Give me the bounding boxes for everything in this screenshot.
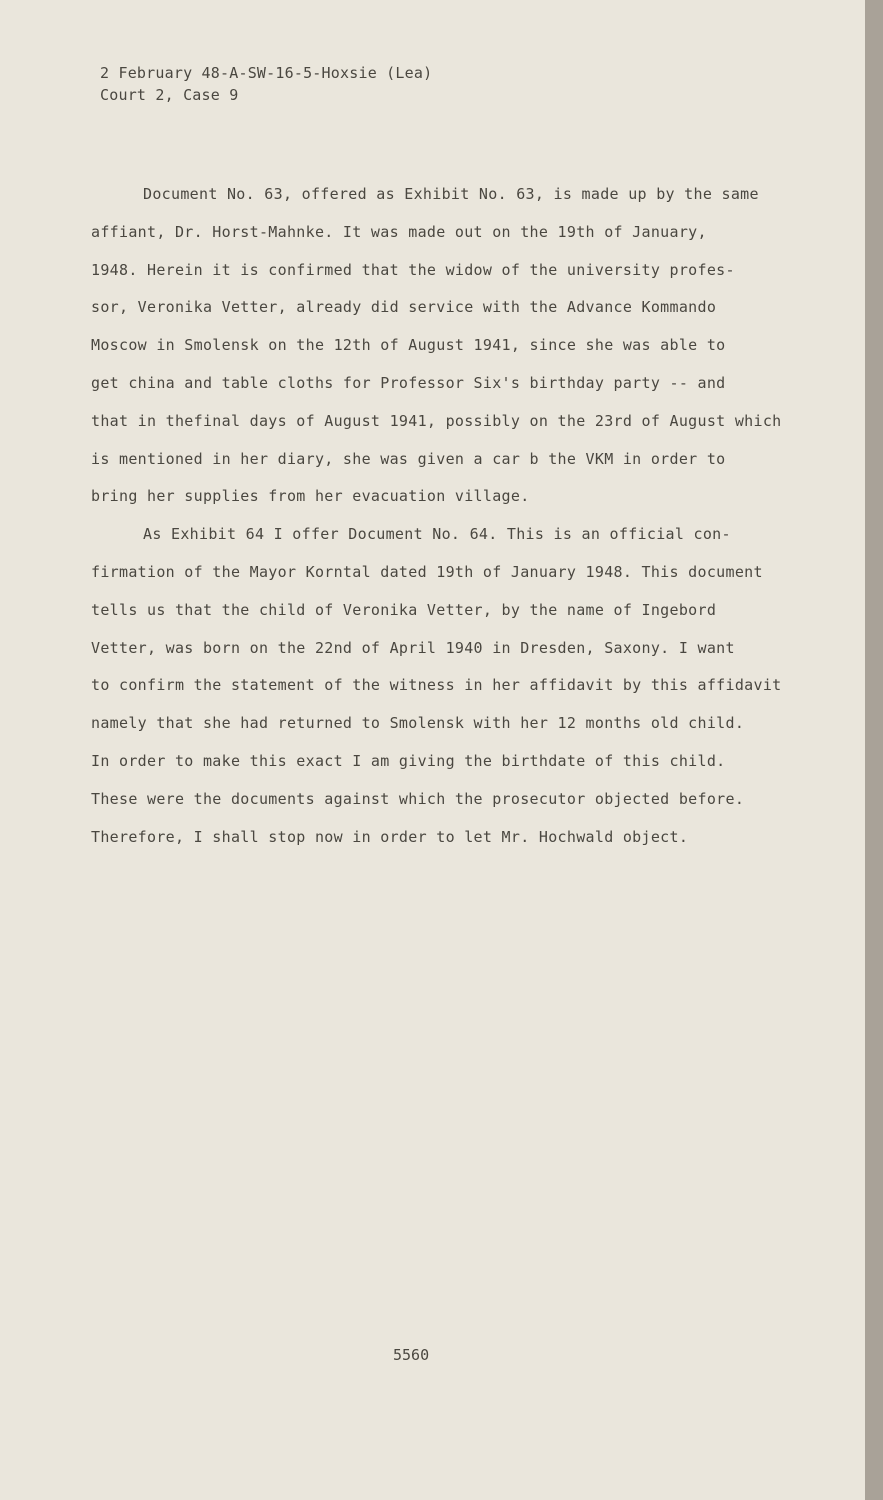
text-line: Vetter, was born on the 22nd of April 1940 in Dresden, Saxony. I want: [91, 638, 735, 657]
text-line: Document No. 63, offered as Exhibit No. 63, is made up by the same: [143, 185, 759, 203]
text-line: tells us that the child of Veronika Vetter, by the name of Ingebord: [91, 600, 717, 619]
header-date-line: 2 February 48-A-SW-16-5-Hoxsie (Lea): [100, 64, 433, 82]
page-number: 5560: [393, 1346, 430, 1364]
text-line: As Exhibit 64 I offer Document No. 64. This is an official con-: [143, 525, 731, 544]
text-line: namely that she had returned to Smolensk with her 12 months old child.: [91, 714, 745, 733]
text-line: 1948. Herein it is confirmed that the widow of the university profes-: [91, 260, 735, 279]
text-line: is mentioned in her diary, she was given a car b the VKM in order to: [91, 449, 726, 468]
text-line: bring her supplies from her evacuation village.: [91, 487, 530, 506]
text-line: sor, Veronika Vetter, already did service with the Advance Kommando: [91, 298, 717, 317]
text-line: Therefore, I shall stop now in order to let Mr. Hochwald object.: [91, 827, 689, 846]
text-line: to confirm the statement of the witness in her affidavit by this affidavit: [91, 676, 782, 695]
paragraph-exhibit-64: [91, 516, 811, 856]
text-line: Moscow in Smolensk on the 12th of August 1941, since she was able to: [91, 336, 726, 355]
header-court-line: Court 2, Case 9: [100, 86, 239, 104]
text-line: get china and table cloths for Professor Six's birthday party -- and: [91, 373, 726, 392]
text-line: In order to make this exact I am giving the birthdate of this child.: [91, 751, 726, 770]
text-line: affiant, Dr. Horst-Mahnke. It was made out on the 19th of January,: [91, 222, 707, 241]
text-line: firmation of the Mayor Korntal dated 19th of January 1948. This document: [91, 562, 763, 581]
text-line: that in thefinal days of August 1941, possibly on the 23rd of August which: [91, 411, 782, 430]
text-line: These were the documents against which the prosecutor objected before.: [91, 789, 745, 808]
document-header: [100, 62, 432, 106]
paragraph-exhibit-63: [91, 176, 811, 516]
page-edge: [865, 0, 883, 1500]
document-body: [91, 176, 811, 856]
